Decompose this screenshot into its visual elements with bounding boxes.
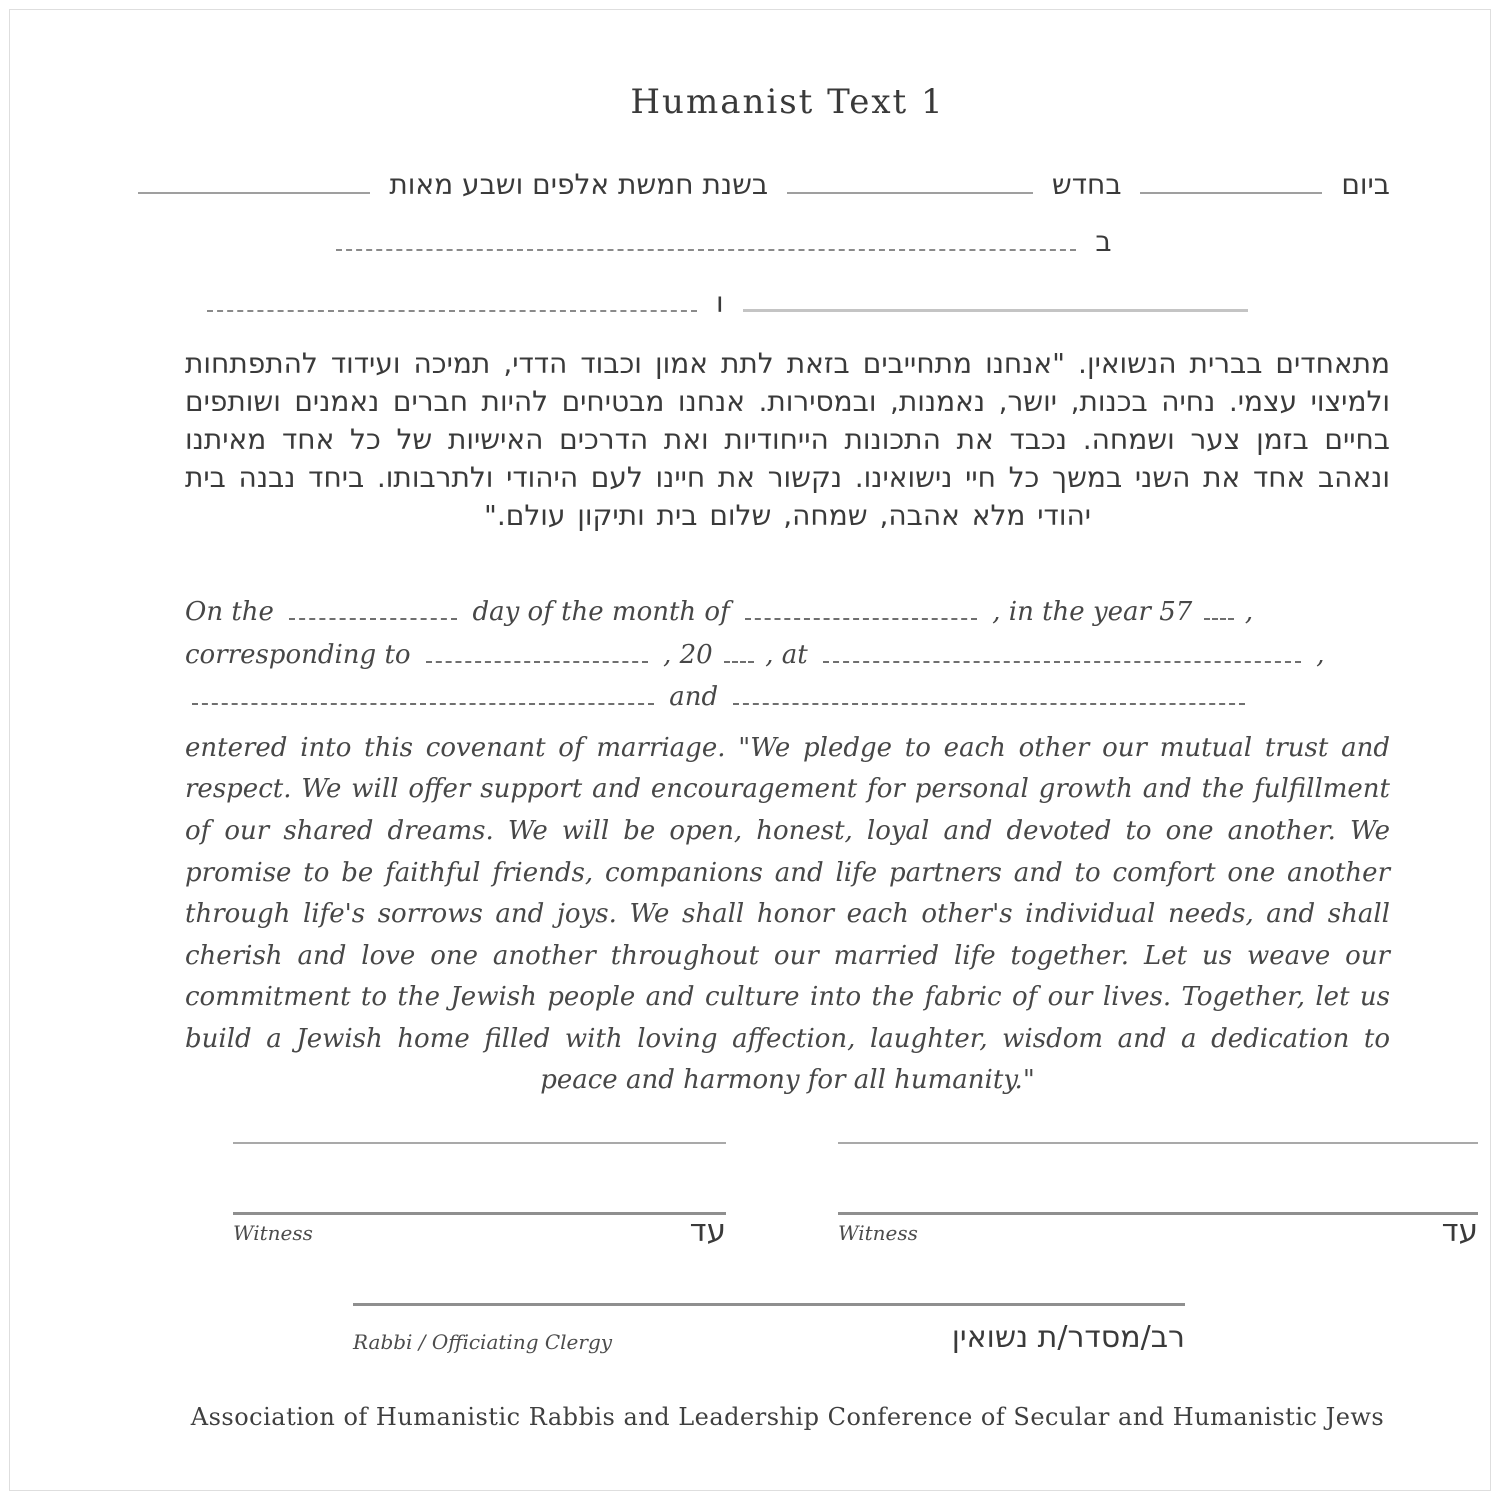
hebrew-place-prefix-label: ב <box>1095 225 1112 258</box>
hebrew-names-line <box>198 286 1258 319</box>
hebrew-on-day-label: ביום <box>1341 168 1390 201</box>
english-name2-blank <box>733 688 1245 705</box>
english-in-year-label: , in the year 57 <box>992 597 1193 628</box>
english-month-blank <box>745 603 977 620</box>
witness-label-right: Witness <box>838 1221 918 1246</box>
hebrew-year-label: בשנת חמשת אלפים ושבע מאות <box>389 168 769 201</box>
witness-label-left: Witness <box>233 1221 313 1246</box>
document-content <box>185 82 1478 1432</box>
document-title: Humanist Text 1 <box>630 82 945 122</box>
english-day-blank <box>289 603 457 620</box>
english-place-blank <box>823 646 1301 663</box>
english-corresponding-line <box>185 634 1390 676</box>
officiant-hebrew-label: רב/מסדר/ת נשואין <box>951 1320 1185 1356</box>
english-civil-date-blank <box>426 646 648 663</box>
hebrew-covenant-paragraph: מתאחדים בברית הנשואין. "אנחנו מתחייבים בזאת לתת אמון וכבוד הדדי, תמיכה ועידוד להתפתחות ולמיצוי עצמי. נחיה בכנות, יושר, נאמנות, ובמסירות. אנחנו מבטיחים להיות חברים נאמנים ושותפים בחיים בזמן צער ושמחה. נכבד את התכונות הייחודיות ואת הדרכים האישיות של כל אחד מאיתנו ונאהב אחד את השני במשך כל חיי נישואינו. נקשור את חיינו לעם היהודי ולתרבותו. ביחד נבנה בית יהודי מלא אהבה, שמחה, שלום בית ותיקון עולם." <box>185 347 1390 533</box>
officiant-english-label: Rabbi / Officiating Clergy <box>353 1330 613 1355</box>
hebrew-place-blank <box>336 231 1076 251</box>
english-place-comma: , <box>1316 639 1325 670</box>
english-day-of-month-label: day of the month of <box>472 597 730 628</box>
english-name1-blank <box>192 688 654 705</box>
hebrew-date-line <box>185 168 1390 201</box>
english-20-label: , 20 <box>663 639 713 670</box>
officiant-label-row <box>353 1320 1185 1355</box>
witness-hebrew-label-left: עד <box>689 1213 726 1250</box>
english-covenant-paragraph: entered into this covenant of marriage. "We pledge to each other our mutual trust and respect. We will offer support and encouragement for personal growth and the fulfillment of our shared dreams. We will be open, honest, loyal and devoted to one another. We promise to be faithful friends, companions and life partners and to comfort one another through life's sorrows and joys. We shall honor each other's individual needs, and shall cherish and love one another throughout our married life together. Let us weave our commitment to the Jewish people and culture into the fabric of our lives. Together, let us build a Jewish home filled with loving affection, laughter, wisdom and a dedication to peace and harmony for all humanity." <box>185 732 1390 1096</box>
hebrew-place-line <box>332 225 1112 258</box>
english-date-comma: , <box>1244 597 1254 628</box>
hebrew-in-month-label: בחדש <box>1051 168 1122 201</box>
english-at-label: , at <box>765 639 808 670</box>
hebrew-day-blank <box>1140 174 1322 194</box>
english-names-line <box>185 676 1390 718</box>
witness-left-block <box>233 1144 726 1250</box>
hebrew-and-label: ו <box>715 286 724 319</box>
english-date-line <box>185 591 1390 633</box>
hebrew-year-blank <box>138 174 370 194</box>
hebrew-name1-blank <box>743 291 1248 312</box>
witness-line-left <box>233 1212 726 1250</box>
hebrew-month-blank <box>787 174 1033 194</box>
witness-line-right <box>838 1212 1478 1250</box>
english-year-suffix-blank <box>1204 603 1234 620</box>
witness-hebrew-label-right: עד <box>1441 1213 1478 1250</box>
attribution-footer: Association of Humanistic Rabbis and Leadership Conference of Secular and Humanistic Jews <box>190 1403 1385 1432</box>
witness-signature-row <box>233 1144 1478 1250</box>
witness-right-block <box>838 1144 1478 1250</box>
english-corresponding-label: corresponding to <box>185 639 411 670</box>
officiant-signature-line <box>353 1303 1185 1306</box>
english-civil-year-blank <box>724 646 754 663</box>
hebrew-name2-blank <box>207 292 697 312</box>
english-on-the-label: On the <box>185 597 274 628</box>
officiant-block <box>353 1303 1185 1355</box>
english-and-label: and <box>669 681 719 712</box>
